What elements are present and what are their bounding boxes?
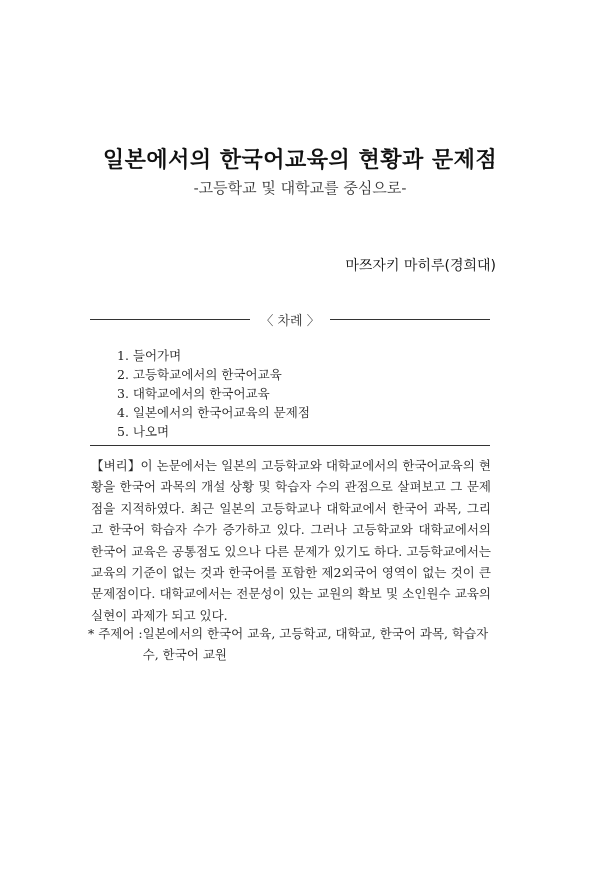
paper-subtitle: -고등학교 및 대학교를 중심으로- xyxy=(193,179,407,197)
toc-heading-label: 〈 차례 〉 xyxy=(260,313,320,329)
keywords-label: * 주제어 : xyxy=(88,626,143,641)
toc-item: 3. 대학교에서의 한국어교육 xyxy=(117,386,270,401)
author-line: 마쯔자키 마히루(경희대) xyxy=(345,258,496,274)
keywords-block xyxy=(88,623,498,665)
toc-heading xyxy=(90,309,490,329)
keywords-text: 일본에서의 한국어 교육, 고등학교, 대학교, 한국어 과목, 학습자 수, 한국어 교원 xyxy=(142,626,489,662)
toc-item: 4. 일본에서의 한국어교육의 문제점 xyxy=(117,405,310,420)
toc-rule-left xyxy=(90,319,250,320)
toc-rule-right xyxy=(330,319,490,320)
toc-item: 1. 들어가며 xyxy=(117,348,182,363)
toc-item: 2. 고등학교에서의 한국어교육 xyxy=(117,367,282,382)
section-divider xyxy=(90,445,490,446)
paper-title: 일본에서의 한국어교육의 현황과 문제점 xyxy=(102,147,498,173)
abstract-paragraph: 【벼리】이 논문에서는 일본의 고등학교와 대학교에서의 한국어교육의 현황을 한국어 과목의 개설 상황 및 학습자 수의 관점으로 살펴보고 그 문제점을 지적하였다. 최근 일본의 고등학교나 대학교에서 한국어 과목, 그리고 한국어 학습자 수가 증가하고 있다. 그러나 고등학교와 대학교에서의 한국어 교육은 공통점도 있으나 다른 문제가 있기도 하다. 고등학교에서는 교육의 기준이 없는 것과 한국어를 포함한 제2외국어 영역이 없는 것이 큰 문제점이다. 대학교에서는 전문성이 있는 교원의 확보 및 소인원수 교육의 실현이 과제가 되고 있다. xyxy=(91,458,491,623)
toc-item: 5. 나오며 xyxy=(117,424,170,439)
toc-list xyxy=(117,346,310,441)
